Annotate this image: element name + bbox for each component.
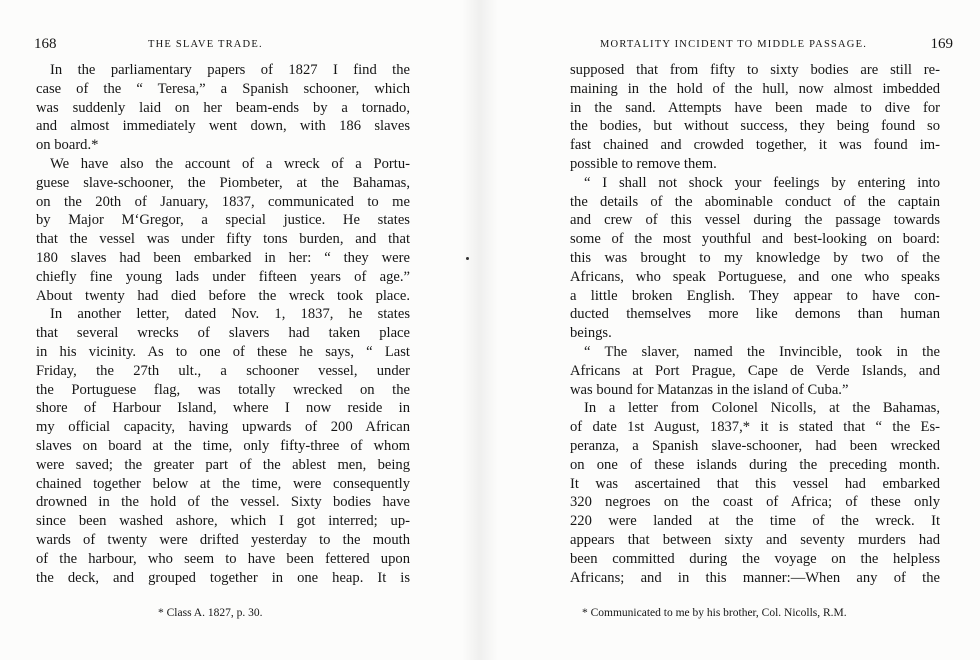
text-line: In the parliamentary papers of 1827 I find the — [50, 62, 410, 78]
text-line: and almost immediately went down, with 186 slaves — [36, 118, 410, 135]
print-speck — [466, 257, 469, 260]
text-line: fast chained and crowded together, it was found im- — [570, 137, 940, 154]
text-line: on one of these islands during the preceding month. — [570, 456, 940, 473]
text-line: supposed that from fifty to sixty bodies are still re- — [570, 62, 940, 78]
book-gutter — [462, 0, 498, 660]
text-line: in his vicinity. As to one of these he says, “ Last — [36, 343, 410, 360]
text-line: on board.* — [36, 137, 99, 154]
left-running-title: THE SLAVE TRADE. — [148, 39, 263, 50]
text-line: ducted themselves more like demons than human — [570, 306, 940, 323]
text-line: We have also the account of a wreck of a Portu- — [50, 155, 410, 172]
right-footnote: * Communicated to me by his brother, Col. Nicolls, R.M. — [582, 607, 847, 619]
text-line: beings. — [570, 325, 612, 342]
text-line: that several wrecks of slavers had taken place — [36, 325, 410, 342]
text-line: About twenty had died before the wreck took place. — [36, 287, 410, 304]
text-line: Africans at Port Prague, Cape de Verde Islands, and — [570, 362, 940, 379]
text-line: chained together below at the time, were consequently — [36, 475, 410, 492]
text-line: the bodies, but without success, they being found so — [570, 118, 940, 135]
text-line: been committed during the voyage on the helpless — [570, 550, 940, 567]
text-line: 320 negroes on the coast of Africa; of these only — [570, 494, 940, 511]
text-line: a little broken English. They appear to have con- — [570, 287, 940, 304]
text-line: the deck, and grouped together in one heap. It is — [36, 569, 410, 586]
text-line: chiefly fine young lads under fifteen years of age.” — [36, 268, 410, 285]
text-line: guese slave-schooner, the Piombeter, at the Bahamas, — [36, 174, 410, 191]
text-line: was suddenly laid on her beam-ends by a tornado, — [36, 99, 410, 116]
text-line: my official capacity, having upwards of 200 African — [36, 419, 410, 436]
text-line: the Portuguese flag, was totally wrecked on the — [36, 381, 410, 398]
text-line: Africans, who speak Portuguese, and one who speaks — [570, 268, 940, 285]
text-line: possible to remove them. — [570, 155, 717, 172]
text-line: shore of Harbour Island, where I now reside in — [36, 400, 410, 417]
left-page-header — [34, 35, 414, 53]
left-page-number: 168 — [34, 36, 57, 52]
left-page-body — [36, 61, 410, 587]
text-line: of date 1st August, 1837,* it is stated that “ the Es- — [570, 419, 940, 436]
text-line: maining in the hold of the hull, now almost imbedded — [570, 80, 940, 97]
text-line: drowned in the hold of the vessel. Sixty bodies have — [36, 494, 410, 511]
text-line: some of the most youthful and best-looking on board: — [570, 231, 940, 248]
text-line: was bound for Matanzas in the island of Cuba.” — [570, 381, 849, 398]
text-line: wards of twenty were drifted yesterday to the mouth — [36, 531, 410, 548]
text-line: It was ascertained that this vessel had embarked — [570, 475, 940, 492]
text-line: on the 20th of January, 1837, communicated to me — [36, 193, 410, 210]
text-line: this was brought to my knowledge by two of the — [570, 249, 940, 266]
right-running-title: MORTALITY INCIDENT TO MIDDLE PASSAGE. — [600, 39, 868, 50]
text-line: in the sand. Attempts have been made to dive for — [570, 99, 940, 116]
text-line: 180 slaves had been embarked in her: “ they were — [36, 249, 410, 266]
text-line: “ The slaver, named the Invincible, took in the — [584, 343, 940, 360]
text-line: appears that between sixty and seventy murders had — [570, 531, 940, 548]
text-line: In a letter from Colonel Nicolls, at the Bahamas, — [584, 400, 940, 417]
left-page — [0, 0, 480, 660]
right-page-body — [570, 61, 940, 587]
text-line: since been washed ashore, which I got interred; up- — [36, 513, 410, 530]
text-line: Friday, the 27th ult., a schooner vessel, under — [36, 362, 410, 379]
text-line: by Major M‘Gregor, a special justice. He states — [36, 212, 410, 229]
text-line: were saved; the greater part of the ablest men, being — [36, 456, 410, 473]
text-line: peranza, a Spanish slave-schooner, had been wrecked — [570, 437, 940, 454]
text-line: “ I shall not shock your feelings by entering into — [584, 174, 940, 191]
text-line: that the vessel was under fifty tons burden, and that — [36, 231, 410, 248]
text-line: slaves on board at the time, only fifty-three of whom — [36, 437, 410, 454]
left-footnote: * Class A. 1827, p. 30. — [158, 607, 263, 619]
text-line: 220 were landed at the time of the wreck. It — [570, 513, 940, 530]
right-page-header — [600, 35, 953, 53]
text-line: of the harbour, who seem to have been fettered upon — [36, 550, 410, 567]
text-line: the details of the abominable conduct of the captain — [570, 193, 940, 210]
text-line: case of the “ Teresa,” a Spanish schooner, which — [36, 80, 410, 97]
right-page-number: 169 — [930, 36, 953, 52]
text-line: Africans; and in this manner:—When any of the — [570, 569, 940, 586]
text-line: In another letter, dated Nov. 1, 1837, he states — [50, 306, 410, 323]
text-line: and crew of this vessel during the passage towards — [570, 212, 940, 229]
